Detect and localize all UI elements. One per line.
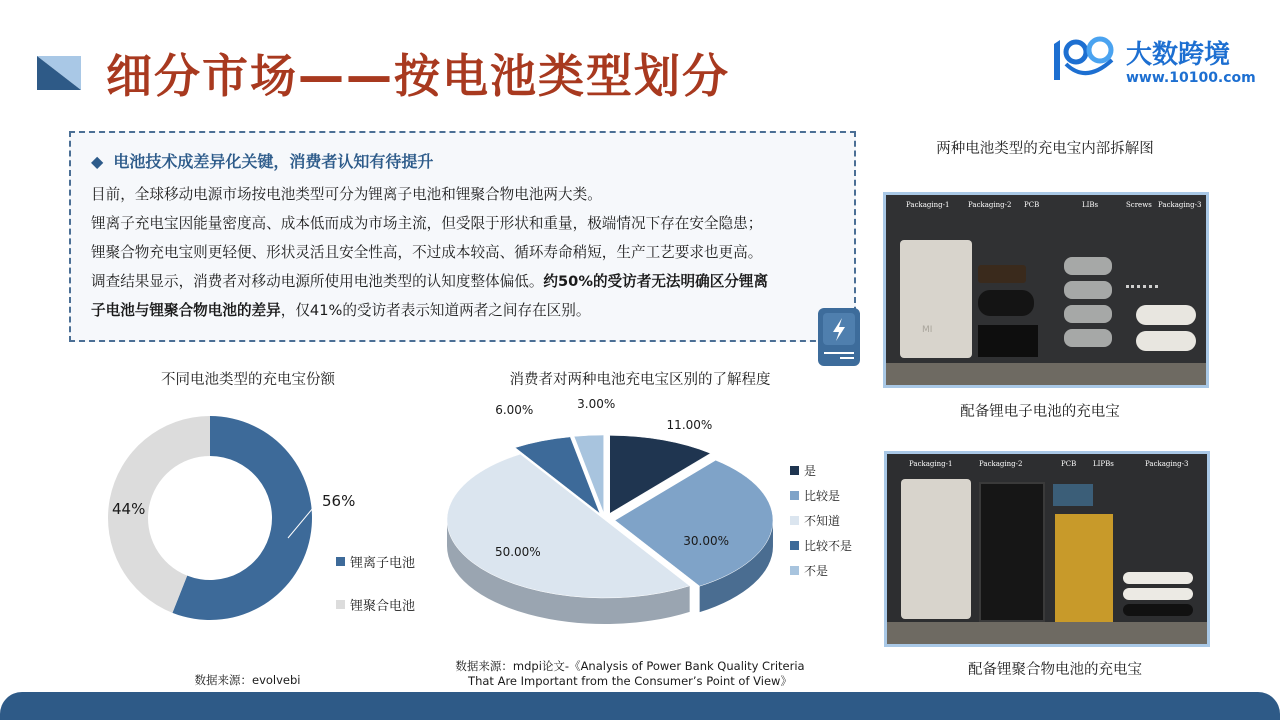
pie-legend-item <box>790 483 852 508</box>
legend-swatch <box>790 491 799 500</box>
summary-box <box>69 131 856 342</box>
summary-line: 调查结果显示，消费者对移动电源所使用电池类型的认知度整体偏低。约50%的受访者无法明确区分锂离 <box>91 273 769 290</box>
summary-line: 目前，全球移动电源市场按电池类型可分为锂离子电池和锂聚合物电池两大类。 <box>91 186 602 203</box>
holder-frame <box>979 482 1045 622</box>
pie-legend-item <box>790 508 852 533</box>
pie-label-4: 3.00% <box>577 396 616 411</box>
legend-label: 锂离子电池 <box>350 556 416 571</box>
lightning-icon <box>818 308 860 366</box>
legend-swatch <box>790 541 799 550</box>
donut-label-1: 44% <box>112 500 146 518</box>
legend-swatch <box>790 566 799 575</box>
cell <box>1064 281 1112 299</box>
pie-chart <box>430 415 790 615</box>
photo-lipo-teardown <box>884 451 1210 647</box>
donut-legend-item <box>336 552 415 571</box>
photo-tag: Packaging-1 <box>906 201 950 209</box>
legend-label: 是 <box>804 464 817 478</box>
pie-label-0: 11.00% <box>666 417 713 432</box>
photo-liion-teardown <box>883 192 1209 388</box>
screws <box>1126 285 1158 295</box>
pie-legend-item <box>790 458 852 483</box>
pcb-board <box>978 265 1026 283</box>
holder-frame <box>978 290 1034 316</box>
ruler <box>887 622 1207 644</box>
footer-bar <box>0 692 1280 720</box>
logo <box>1046 32 1256 92</box>
photo-tag: Packaging-2 <box>979 460 1023 468</box>
legend-swatch <box>790 466 799 475</box>
brand-mark: MI <box>922 325 933 335</box>
donut-chart <box>100 410 356 630</box>
legend-label: 锂聚合电池 <box>350 599 416 614</box>
photo-tag: PCB <box>1061 460 1077 468</box>
end-cap <box>978 325 1038 357</box>
photo-tag: LIBs <box>1082 201 1099 209</box>
legend-label: 不知道 <box>804 514 841 528</box>
white-cover <box>1123 572 1193 584</box>
photo-tag: PCB <box>1024 201 1040 209</box>
page-title: 细分市场——按电池类型划分 <box>106 49 730 103</box>
photo1-caption: 配备锂电子电池的充电宝 <box>960 404 1120 420</box>
donut-caption: 不同电池类型的充电宝份额 <box>161 372 335 388</box>
pie-caption: 消费者对两种电池充电宝区别的了解程度 <box>509 372 771 388</box>
logo-icon <box>1046 34 1122 86</box>
donut-legend-item <box>336 595 415 614</box>
summary-heading: ◆ 电池技术成差异化关键，消费者认知有待提升 <box>91 152 434 171</box>
logo-url: www.10100.com <box>1126 70 1256 86</box>
polymer-cell <box>1055 514 1113 622</box>
photo-tag: Packaging-3 <box>1145 460 1189 468</box>
power-bank-shell <box>901 479 971 619</box>
cell <box>1064 305 1112 323</box>
pie-legend-item <box>790 533 852 558</box>
ruler <box>886 363 1206 385</box>
legend-label: 比较是 <box>804 489 841 503</box>
legend-label: 比较不是 <box>804 539 853 553</box>
pcb-board <box>1053 484 1093 506</box>
photo-tag: Packaging-1 <box>909 460 953 468</box>
header-mark-icon <box>37 56 81 90</box>
white-cover <box>1136 331 1196 351</box>
pie-source: 数据来源：mdpi论文-《Analysis of Power Bank Quality Criteria That Are Important from the Consumer’s Point of View》 <box>455 659 805 688</box>
photo-tag: Packaging-2 <box>968 201 1012 209</box>
pie-label-1: 30.00% <box>683 533 730 548</box>
logo-brand: 大数跨境 <box>1126 40 1231 70</box>
summary-line: 子电池与锂聚合物电池的差异，仅41%的受访者表示知道两者之间存在区别。 <box>91 302 591 319</box>
white-cover <box>1123 588 1193 600</box>
donut-source: 数据来源：evolvebi <box>194 673 301 687</box>
cell <box>1064 329 1112 347</box>
summary-line: 锂离子充电宝因能量密度高、成本低而成为市场主流，但受限于形状和重量，极端情况下存在安全隐患； <box>91 215 763 232</box>
black-cover <box>1123 604 1193 616</box>
legend-swatch <box>336 600 345 609</box>
cell <box>1064 257 1112 275</box>
pie-label-2: 50.00% <box>494 545 541 560</box>
power-bank-shell <box>900 240 972 358</box>
pie-legend <box>790 458 852 583</box>
photos-caption: 两种电池类型的充电宝内部拆解图 <box>936 141 1154 157</box>
pie-legend-item <box>790 558 852 583</box>
photo-tag: LIPBs <box>1093 460 1114 468</box>
donut-label-0: 56% <box>322 492 356 510</box>
photo2-caption: 配备锂聚合物电池的充电宝 <box>968 662 1142 678</box>
legend-swatch <box>336 557 345 566</box>
photo-tag: Packaging-3 <box>1158 201 1202 209</box>
legend-label: 不是 <box>804 564 829 578</box>
summary-line: 锂聚合物充电宝则更轻便、形状灵活且安全性高，不过成本较高、循环寿命稍短，生产工艺要求也更高。 <box>91 244 763 261</box>
pie-label-3: 6.00% <box>495 402 534 417</box>
photo-tag: Screws <box>1126 201 1152 209</box>
diamond-icon: ◆ <box>91 152 104 171</box>
legend-swatch <box>790 516 799 525</box>
white-cover <box>1136 305 1196 325</box>
